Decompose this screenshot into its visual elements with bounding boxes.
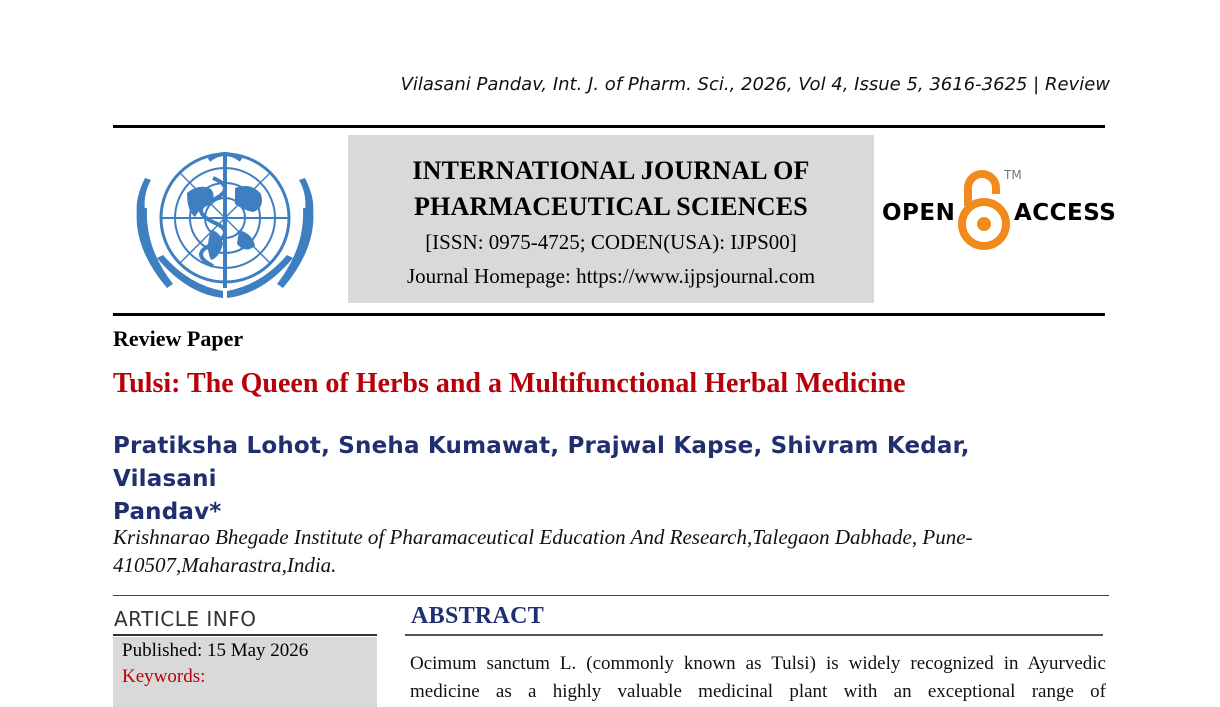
section-divider — [113, 595, 1109, 596]
affiliation-line2: 410507,Maharastra,India. — [113, 553, 337, 577]
trademark-symbol: TM — [1004, 168, 1022, 182]
article-info-box — [113, 637, 377, 707]
affiliation-line1: Krishnarao Bhegade Institute of Pharamaceutical Education And Research,Talegaon Dabhade, Pune- — [113, 525, 973, 549]
journal-emblem-logo — [127, 138, 323, 306]
abstract-line2: medicine as a highly valuable medicinal plant with an exceptional range of — [410, 681, 1106, 702]
open-access-logo — [880, 166, 1117, 256]
open-access-open-text: OPEN — [882, 200, 956, 226]
article-info-rule — [113, 634, 377, 636]
abstract-body — [410, 650, 1106, 706]
journal-homepage[interactable]: Journal Homepage: https://www.ijpsjournal.com — [406, 264, 816, 288]
journal-name-line1: INTERNATIONAL JOURNAL OF — [412, 156, 810, 185]
author-list-line1: Pratiksha Lohot, Sneha Kumawat, Prajwal Kapse, Shivram Kedar, Vilasani — [113, 433, 970, 492]
journal-issn: [ISSN: 0975-4725; CODEN(USA): IJPS00] — [425, 230, 797, 254]
header-bottom-rule — [113, 313, 1105, 316]
author-list-line2: Pandav* — [113, 499, 222, 525]
author-list — [113, 430, 1073, 529]
paper-title: Tulsi: The Queen of Herbs and a Multifunctional Herbal Medicine — [113, 368, 906, 399]
journal-banner — [348, 135, 874, 303]
keywords-label: Keywords: — [122, 666, 206, 687]
abstract-line1: Ocimum sanctum L. (commonly known as Tulsi) is widely recognized in Ayurvedic — [410, 653, 1106, 674]
article-info-heading: ARTICLE INFO — [114, 607, 257, 631]
abstract-heading: ABSTRACT — [411, 603, 545, 629]
journal-name-line2: PHARMACEUTICAL SCIENCES — [414, 192, 808, 221]
open-access-access-text: ACCESS — [1014, 200, 1117, 226]
paper-type-label: Review Paper — [113, 326, 244, 351]
published-date: Published: 15 May 2026 — [122, 640, 309, 661]
affiliation — [113, 523, 1073, 579]
header-top-rule — [113, 125, 1105, 128]
running-header-citation: Vilasani Pandav, Int. J. of Pharm. Sci., 2026, Vol 4, Issue 5, 3616-3625 | Review — [400, 74, 1110, 95]
abstract-rule — [405, 634, 1103, 636]
